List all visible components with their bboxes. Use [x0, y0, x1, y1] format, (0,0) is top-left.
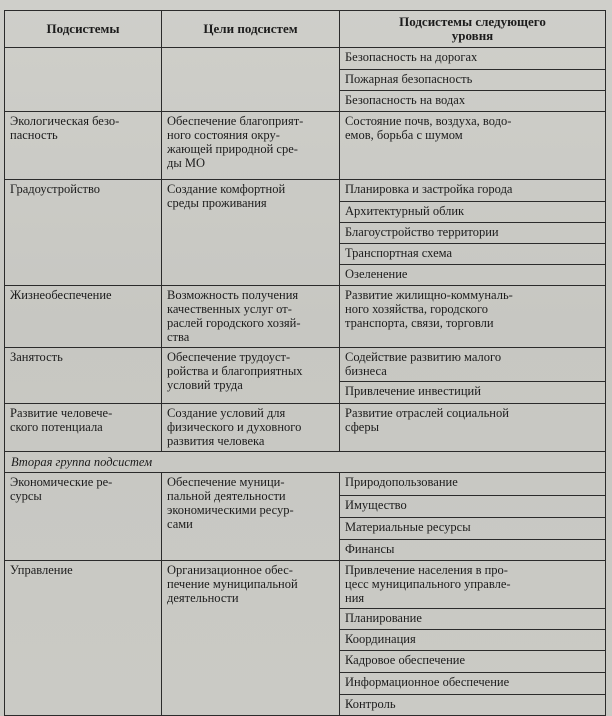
- table-cell-goal: Возможность получения качественных услуг от- раслей городского хозяй- ства: [162, 286, 340, 348]
- table-cell-subsystem: Развитие человече- ского потенциала: [5, 404, 162, 452]
- table-cell-next: Развитие отраслей социальной сферы: [340, 404, 606, 452]
- table-cell-next: Имущество: [340, 496, 606, 518]
- table-cell-subsystem: Управление: [5, 561, 162, 716]
- table-cell-subsystem: Экономические ре- сурсы: [5, 473, 162, 561]
- header-next-level: Подсистемы следующего уровня: [340, 11, 606, 48]
- table-cell-next: Кадровое обеспечение: [340, 651, 606, 673]
- table-cell-next: Озеленение: [340, 265, 606, 286]
- table-cell-next: Финансы: [340, 540, 606, 561]
- table-cell-next: Развитие жилищно-коммуналь- ного хозяйства, городского транспорта, связи, торговли: [340, 286, 606, 348]
- table-cell-next: Природопользование: [340, 473, 606, 496]
- table-cell-goal: Обеспечение муници- пальной деятельности экономическими ресур- сами: [162, 473, 340, 561]
- table-cell-next: Планирование: [340, 609, 606, 630]
- group-title: Вторая группа подсистем: [5, 452, 606, 473]
- table-cell-next: Материальные ресурсы: [340, 518, 606, 540]
- table-cell-subsystem: [5, 48, 162, 112]
- table-cell-next: Содействие развитию малого бизнеса: [340, 348, 606, 382]
- table-cell-subsystem: Занятость: [5, 348, 162, 404]
- table-cell-next: Состояние почв, воздуха, водо- емов, борьба с шумом: [340, 112, 606, 180]
- table-cell-next: Безопасность на дорогах: [340, 48, 606, 70]
- table-cell-next: Контроль: [340, 695, 606, 716]
- table-cell-goal: Обеспечение трудоуст- ройства и благоприятных условий труда: [162, 348, 340, 404]
- table-cell-goal: Обеспечение благоприят- ного состояния окру- жающей природной сре- ды МО: [162, 112, 340, 180]
- table-cell-subsystem: Градоустройство: [5, 180, 162, 286]
- table-cell-subsystem: Жизнеобеспечение: [5, 286, 162, 348]
- table-cell-goal: Создание условий для физического и духовного развития человека: [162, 404, 340, 452]
- table-cell-subsystem: Экологическая безо- пасность: [5, 112, 162, 180]
- subsystems-table: [4, 10, 606, 716]
- table-cell-next: Планировка и застройка города: [340, 180, 606, 202]
- table-cell-goal: Организационное обес- печение муниципальной деятельности: [162, 561, 340, 716]
- header-subsystems: Подсистемы: [5, 11, 162, 48]
- header-row: [5, 11, 606, 48]
- table-cell-next: Безопасность на водах: [340, 91, 606, 112]
- table-cell-next: Привлечение инвестиций: [340, 382, 606, 404]
- table-cell-next: Информационное обеспечение: [340, 673, 606, 695]
- table-cell-next: Пожарная безопасность: [340, 70, 606, 91]
- table-cell-next: Транспортная схема: [340, 244, 606, 265]
- table-cell-next: Архитектурный облик: [340, 202, 606, 223]
- table-cell-goal: [162, 48, 340, 112]
- table-cell-next: Благоустройство территории: [340, 223, 606, 244]
- table-cell-goal: Создание комфортной среды проживания: [162, 180, 340, 286]
- table-cell-next: Привлечение населения в про- цесс муниципального управле- ния: [340, 561, 606, 609]
- header-goals: Цели подсистем: [162, 11, 340, 48]
- table-cell-next: Координация: [340, 630, 606, 651]
